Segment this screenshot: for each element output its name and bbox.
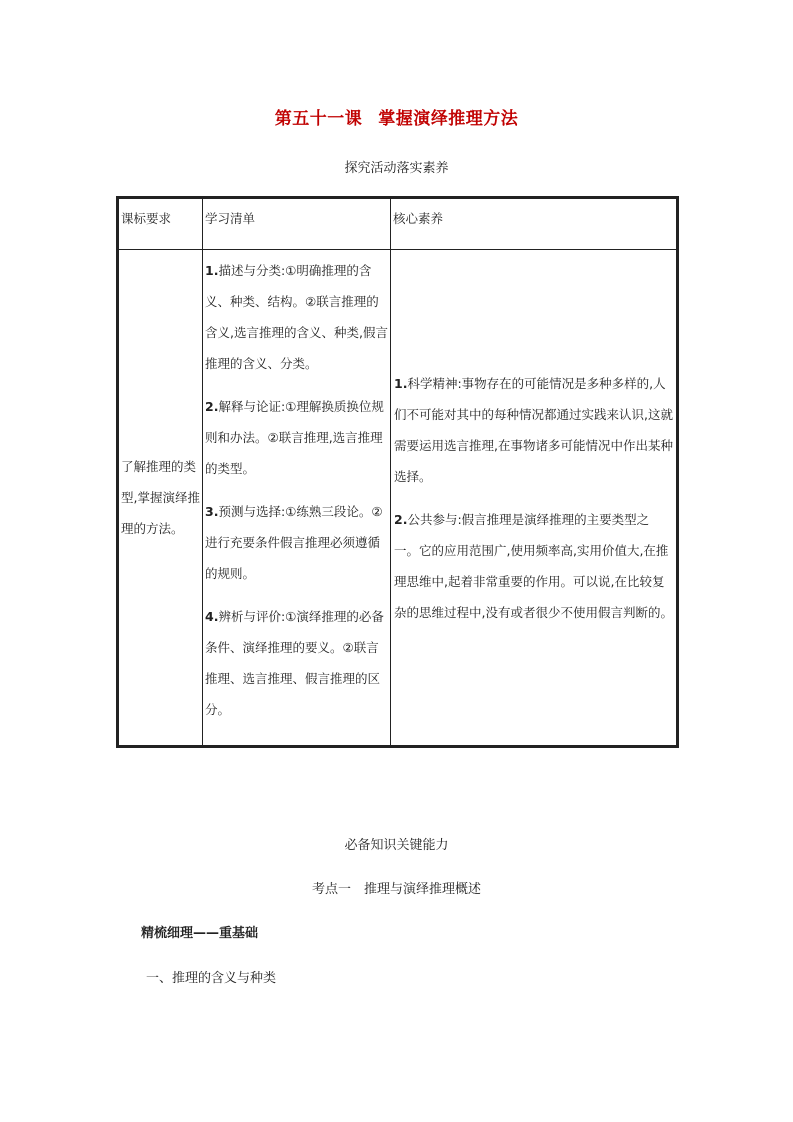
competency-item: 1.科学精神:事物存在的可能情况是多种多样的,人们不可能对其中的每种情况都通过实践来认识,这就需要运用选言推理,在事物诸多可能情况中作出某种选择。: [394, 375, 673, 484]
curriculum-table: [116, 196, 679, 748]
checklist-item: 4.辨析与评价:①演绎推理的必备条件、演绎推理的要义。②联言推理、选言推理、假言推理的区分。: [205, 609, 384, 717]
section-heading: 必备知识关键能力: [344, 838, 449, 853]
checklist-item: 3.预测与选择:①练熟三段论。②进行充要条件假言推理必须遵循的规则。: [205, 504, 383, 581]
header-checklist: 学习清单: [203, 198, 391, 250]
lesson-number: 第五十一课: [274, 109, 363, 129]
lesson-title: [0, 104, 793, 129]
checklist-item: 1.描述与分类:①明确推理的含义、种类、结构。②联言推理的含义,选言推理的含义、种类,假言推理的含义、分类。: [205, 263, 388, 371]
competency-item: 2.公共参与:假言推理是演绎推理的主要类型之一。它的应用范围广,使用频率高,实用价值大,在推理思维中,起着非常重要的作用。可以说,在比较复杂的思维过程中,没有或者很少不使用假言判断的。: [394, 511, 673, 620]
topic-heading: 考点一 推理与演绎推理概述: [311, 882, 481, 897]
checklist-cell: [203, 250, 391, 747]
section-subtitle: 探究活动落实素养: [344, 161, 449, 176]
table-header-row: [118, 198, 678, 250]
subsection-heading: 精梳细理——重基础: [141, 926, 259, 941]
header-competency: 核心素养: [391, 198, 678, 250]
lesson-name: 掌握演绎推理方法: [378, 109, 519, 129]
table-body-row: [118, 250, 678, 747]
checklist-item: 2.解释与论证:①理解换质换位规则和办法。②联言推理,选言推理的类型。: [205, 399, 384, 476]
requirement-cell: 了解推理的类型,掌握演绎推理的方法。: [118, 250, 203, 747]
competency-cell: [391, 250, 678, 747]
header-requirement: 课标要求: [118, 198, 203, 250]
point-heading: 一、推理的含义与种类: [146, 971, 277, 986]
